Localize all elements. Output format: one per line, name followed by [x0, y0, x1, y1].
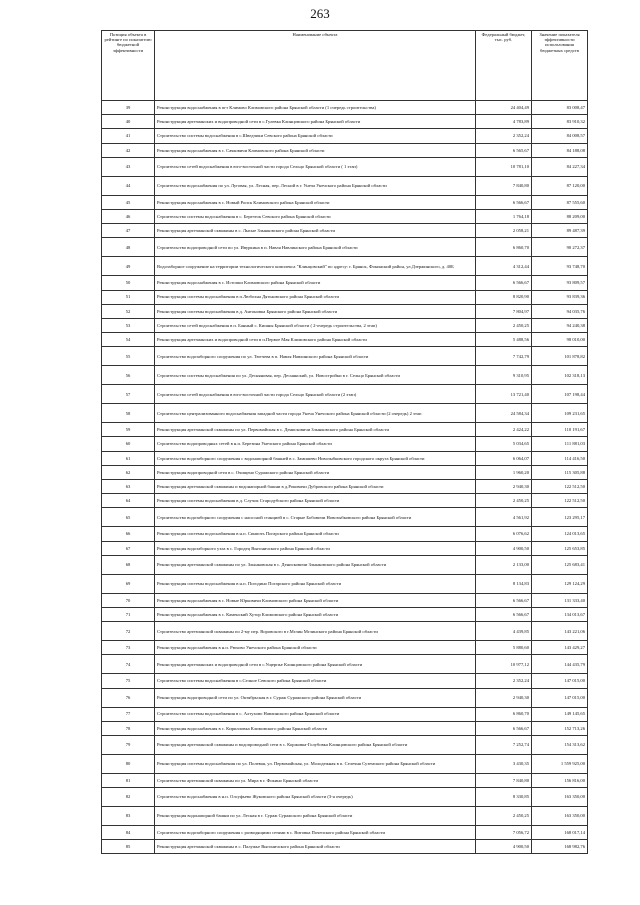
row-federal-budget: 2 450,25: [476, 494, 532, 508]
row-rank: 56: [102, 366, 155, 385]
table-row: [102, 494, 588, 508]
row-efficiency: 102 318,13: [532, 366, 588, 385]
row-object-name: Строительство артезианской скважины по 2-му пер. Воровского в г.Мглин Мглинского района Брянской области: [155, 622, 476, 641]
row-rank: 50: [102, 276, 155, 290]
table-row: [102, 176, 588, 195]
row-federal-budget: 5 034,65: [476, 437, 532, 451]
table-row: [102, 655, 588, 674]
row-federal-budget: 4 900,50: [476, 541, 532, 555]
row-rank: 72: [102, 622, 155, 641]
row-federal-budget: 7 056,72: [476, 826, 532, 840]
row-rank: 55: [102, 347, 155, 366]
row-efficiency: 94 240,38: [532, 318, 588, 332]
row-efficiency: 154 313,62: [532, 735, 588, 754]
table-row: [102, 385, 588, 404]
table-row: [102, 688, 588, 707]
row-object-name: Реконструкция артезианской скважины в с. Лысые Злынковского района Брянской области: [155, 224, 476, 238]
row-efficiency: 83 008,47: [532, 101, 588, 115]
row-object-name: Строительство системы водоснабжения по ул. Десняновая, пер. Деснянский, ул. Новостройки в г. Сельцо Брянской области: [155, 366, 476, 385]
row-efficiency: 101 878,82: [532, 347, 588, 366]
row-federal-budget: 4 312,44: [476, 257, 532, 276]
row-object-name: Реконструкция артезианской скважины и водонапорной башни в д.Роковичи Дубровского района Брянской области: [155, 480, 476, 494]
row-federal-budget: 3 430,35: [476, 754, 532, 773]
table-row: [102, 721, 588, 735]
table-row: [102, 555, 588, 574]
row-federal-budget: 24 404,49: [476, 101, 532, 115]
header-object-name: Наименование объекта: [155, 31, 476, 101]
row-object-name: Строительство водозаборного сооружения с водонапорной башней в с. Замишево Новозыбковского городского округа Брянской области: [155, 451, 476, 465]
row-rank: 66: [102, 527, 155, 541]
row-object-name: Реконструкция водоснабжения в с. Каменский Хутор Климовского района Брянской области: [155, 607, 476, 621]
table-row: [102, 157, 588, 176]
row-efficiency: 131 333,40: [532, 593, 588, 607]
row-federal-budget: 9 310,95: [476, 366, 532, 385]
row-rank: 84: [102, 826, 155, 840]
table-row: [102, 508, 588, 527]
row-federal-budget: 2 352,24: [476, 129, 532, 143]
row-federal-budget: 13 721,40: [476, 385, 532, 404]
row-object-name: Реконструкция системы водоснабжения по ул. Полевая, ул. Первомайская, ул. Молодежная в п. Селечня Суземского района Брянской области: [155, 754, 476, 773]
row-rank: 54: [102, 333, 155, 347]
table-row: [102, 257, 588, 276]
row-rank: 67: [102, 541, 155, 555]
table-row: [102, 593, 588, 607]
row-rank: 41: [102, 129, 155, 143]
row-rank: 75: [102, 674, 155, 688]
row-object-name: Реконструкция артезианской скважины по ул. Злынковская в с. Денисковичи Злынковского района Брянской области: [155, 555, 476, 574]
row-federal-budget: 6 566,67: [476, 276, 532, 290]
row-rank: 39: [102, 101, 155, 115]
row-object-name: Реконструкция артезианских и водопроводной сети в с.Гулевка Клинцовского района Брянской области: [155, 115, 476, 129]
table-header-row: [102, 31, 588, 101]
row-rank: 45: [102, 195, 155, 209]
table-row: [102, 129, 588, 143]
row-rank: 76: [102, 688, 155, 707]
table-row: [102, 465, 588, 479]
row-object-name: Реконструкция артезианской скважины и водопроводной сети в с. Коржовка-Голубовка Клинцовского района Брянской области: [155, 735, 476, 754]
table-row: [102, 641, 588, 655]
row-federal-budget: 6 860,70: [476, 238, 532, 257]
table-row: [102, 115, 588, 129]
table-row: [102, 840, 588, 854]
table-row: [102, 735, 588, 754]
table-row: [102, 290, 588, 304]
row-object-name: Строительство сетей водоснабжения в юго-восточной части города Сельцо Брянской области ( 1 этап): [155, 157, 476, 176]
row-efficiency: 109 231,65: [532, 404, 588, 423]
table-row: [102, 527, 588, 541]
row-object-name: Строительство водозаборного сооружения с насосной станцией в с. Старые Бобовичи Новозыбковского района Брянской области: [155, 508, 476, 527]
row-efficiency: 107 198,44: [532, 385, 588, 404]
row-efficiency: 156 816,00: [532, 773, 588, 787]
row-rank: 44: [102, 176, 155, 195]
row-federal-budget: 4 900,50: [476, 840, 532, 854]
row-federal-budget: 5 488,56: [476, 333, 532, 347]
table-row: [102, 423, 588, 437]
row-rank: 70: [102, 593, 155, 607]
row-object-name: Реконструкция водопроводной сети в с. Очищено Суражского района Брянской области: [155, 465, 476, 479]
row-object-name: Строительство водопроводных сетей в н.п. Березина Унечского района Брянской области: [155, 437, 476, 451]
table-row: [102, 224, 588, 238]
table-row: [102, 826, 588, 840]
table-row: [102, 143, 588, 157]
row-efficiency: 88 209,00: [532, 209, 588, 223]
row-federal-budget: 2 450,25: [476, 318, 532, 332]
table-row: [102, 304, 588, 318]
row-federal-budget: 4 783,89: [476, 115, 532, 129]
row-efficiency: 144 435,79: [532, 655, 588, 674]
row-federal-budget: 6 566,67: [476, 593, 532, 607]
row-object-name: Строительство сетей водоснабжения в п. Банный с. Кишны Брянской области ( 2-очередь строительства, 2 этап): [155, 318, 476, 332]
row-federal-budget: 6 860,70: [476, 707, 532, 721]
row-federal-budget: 6 064,07: [476, 451, 532, 465]
row-federal-budget: 24 584,34: [476, 404, 532, 423]
row-efficiency: 93 748,70: [532, 257, 588, 276]
row-rank: 60: [102, 437, 155, 451]
row-object-name: Реконструкция водопроводной сети по ул. Октябрьская в г. Сураж Суражского района Брянской области: [155, 688, 476, 707]
header-efficiency: Значение показателя эффективности использования бюджетных средств: [532, 31, 588, 101]
row-object-name: Реконструкция системы водоснабжения в д. Случок Стародубского района Брянской области: [155, 494, 476, 508]
row-object-name: Реконструкция системы водоснабжения в н.п. Синпоть Погарского района Брянской области: [155, 527, 476, 541]
table-row: [102, 674, 588, 688]
row-object-name: Реконструкция артезианских и водопроводной сети в с.Ущерпье Клинцовского района Брянской области: [155, 655, 476, 674]
row-efficiency: 163 350,00: [532, 807, 588, 826]
row-efficiency: 93 839,36: [532, 290, 588, 304]
page-number: 263: [310, 6, 330, 21]
table-row: [102, 754, 588, 773]
row-object-name: Строительство артезианской скважины по ул. Мира в г. Фокино Брянской области: [155, 773, 476, 787]
table-row: [102, 318, 588, 332]
row-object-name: Реконструкция артезианской скважины по ул. Первомайская в с. Денисковичи Злынковского района Брянской области: [155, 423, 476, 437]
header-rank: Позиция объекта в рейтинге по показателю бюджетной эффективности: [102, 31, 155, 101]
table-row: [102, 437, 588, 451]
row-object-name: Строительство системы водоснабжения в с. Березток Севского района Брянской области: [155, 209, 476, 223]
row-rank: 71: [102, 607, 155, 621]
row-object-name: Строительство водопроводной сети по ул. Ивуркина в п. Навля Навлинского района Брянской области: [155, 238, 476, 257]
row-federal-budget: 7 742,79: [476, 347, 532, 366]
row-federal-budget: 4 439,85: [476, 622, 532, 641]
row-federal-budget: 7 252,74: [476, 735, 532, 754]
row-efficiency: 84 227,34: [532, 157, 588, 176]
row-federal-budget: 10 781,10: [476, 157, 532, 176]
table-row: [102, 404, 588, 423]
row-federal-budget: 6 566,67: [476, 195, 532, 209]
row-federal-budget: 8 134,83: [476, 574, 532, 593]
row-rank: 64: [102, 494, 155, 508]
row-efficiency: 168 982,76: [532, 840, 588, 854]
row-efficiency: 147 015,00: [532, 674, 588, 688]
table-row: [102, 807, 588, 826]
row-efficiency: 111 881,03: [532, 437, 588, 451]
row-efficiency: 87 555,60: [532, 195, 588, 209]
row-rank: 49: [102, 257, 155, 276]
row-federal-budget: 6 076,62: [476, 527, 532, 541]
row-federal-budget: 1 960,20: [476, 465, 532, 479]
row-rank: 69: [102, 574, 155, 593]
row-object-name: Строительство централизованного водоснабжения западной части города Унеча Унечского района Брянской области (2 очередь) 2 этап: [155, 404, 476, 423]
row-object-name: Строительство системы водоснабжения в с.Селное Севского района Брянской области: [155, 674, 476, 688]
row-rank: 58: [102, 404, 155, 423]
row-object-name: Реконструкция водоснабжения в н.п. Рюхово Унечского района Брянской области: [155, 641, 476, 655]
row-object-name: Реконструкция водоснабжения в с. Новый Ропск Климовского района Брянской области: [155, 195, 476, 209]
row-efficiency: 143 429,27: [532, 641, 588, 655]
row-rank: 57: [102, 385, 155, 404]
row-object-name: Реконструкция системы водоснабжения в д. Антоновка Брянского района Брянской области: [155, 304, 476, 318]
row-rank: 82: [102, 788, 155, 807]
table-body: [102, 101, 588, 854]
row-object-name: Реконструкция водоснабжения в с. Новые Юрковичи Климовского района Брянской области: [155, 593, 476, 607]
row-rank: 52: [102, 304, 155, 318]
row-federal-budget: 5 880,60: [476, 641, 532, 655]
row-rank: 79: [102, 735, 155, 754]
row-rank: 68: [102, 555, 155, 574]
table-row: [102, 788, 588, 807]
row-efficiency: 134 013,67: [532, 607, 588, 621]
row-object-name: Реконструкция водоснабжения в с. Истопки Климовского района Брянской области: [155, 276, 476, 290]
row-efficiency: 1 559 925,00: [532, 754, 588, 773]
row-federal-budget: 2 940,30: [476, 480, 532, 494]
row-federal-budget: 2 058,21: [476, 224, 532, 238]
row-rank: 74: [102, 655, 155, 674]
row-rank: 65: [102, 508, 155, 527]
row-federal-budget: 2 450,25: [476, 807, 532, 826]
row-rank: 42: [102, 143, 155, 157]
row-federal-budget: 8 330,85: [476, 788, 532, 807]
row-efficiency: 94 035,76: [532, 304, 588, 318]
row-efficiency: 152 713,26: [532, 721, 588, 735]
row-object-name: Строительство водоснабжения в н.п. Олсуфьево Жуковского района Брянской области (3-я очередь): [155, 788, 476, 807]
row-object-name: Строительство системы водоснабжения в с.Шведчики Севского района Брянской области: [155, 129, 476, 143]
row-object-name: Реконструкция системы водоснабжения в п.Любохна Дятьковского района Брянской области: [155, 290, 476, 304]
table-row: [102, 451, 588, 465]
row-object-name: Реконструкция водоснабжения в с. Сачковичи Климовского района Брянской области: [155, 143, 476, 157]
row-rank: 47: [102, 224, 155, 238]
row-rank: 77: [102, 707, 155, 721]
row-efficiency: 90 272,37: [532, 238, 588, 257]
row-federal-budget: 2 352,24: [476, 674, 532, 688]
row-object-name: Строительство водозаборного сооружения по ул. Тютчева в п. Навля Навлинского района Брянской области: [155, 347, 476, 366]
table-row: [102, 541, 588, 555]
row-rank: 43: [102, 157, 155, 176]
row-object-name: Реконструкция водонапорной башни по ул. Лесная в г. Сураж Суражского района Брянской области: [155, 807, 476, 826]
row-efficiency: 114 416,50: [532, 451, 588, 465]
row-efficiency: 122 512,50: [532, 480, 588, 494]
objects-table: [101, 30, 588, 854]
row-rank: 51: [102, 290, 155, 304]
table-row: [102, 607, 588, 621]
row-efficiency: 129 124,29: [532, 574, 588, 593]
table-row: [102, 209, 588, 223]
row-rank: 73: [102, 641, 155, 655]
table-row: [102, 101, 588, 115]
row-federal-budget: 10 977,12: [476, 655, 532, 674]
row-federal-budget: 2 424,22: [476, 423, 532, 437]
row-federal-budget: 7 804,97: [476, 304, 532, 318]
table-row: [102, 276, 588, 290]
row-federal-budget: 6 566,67: [476, 607, 532, 621]
row-efficiency: 89 487,39: [532, 224, 588, 238]
table-row: [102, 195, 588, 209]
table-row: [102, 773, 588, 787]
row-rank: 78: [102, 721, 155, 735]
row-efficiency: 147 015,00: [532, 688, 588, 707]
row-efficiency: 110 191,67: [532, 423, 588, 437]
table-row: [102, 574, 588, 593]
row-efficiency: 115 305,88: [532, 465, 588, 479]
row-federal-budget: 6 565,67: [476, 143, 532, 157]
row-efficiency: 124 013,65: [532, 527, 588, 541]
row-efficiency: 125 683,41: [532, 555, 588, 574]
row-efficiency: 83 910,32: [532, 115, 588, 129]
row-object-name: Реконструкция системы водоснабжения в н.п. Погодино Погарского района Брянской области: [155, 574, 476, 593]
row-object-name: Водозаборное сооружение на территории технологического комплекса "Клинцовский" по адресу: г. Брянск, Фокинский район, ул.Дзержинского, д. 40Б: [155, 257, 476, 276]
row-federal-budget: 6 566,67: [476, 721, 532, 735]
row-rank: 81: [102, 773, 155, 787]
row-rank: 85: [102, 840, 155, 854]
row-rank: 53: [102, 318, 155, 332]
row-federal-budget: 7 840,80: [476, 176, 532, 195]
row-object-name: Реконструкция водозаборного узла в с. Городец Выгоничского района Брянской области: [155, 541, 476, 555]
row-rank: 48: [102, 238, 155, 257]
row-efficiency: 84 008,57: [532, 129, 588, 143]
row-federal-budget: 2 133,00: [476, 555, 532, 574]
row-object-name: Строительство сетей водоснабжения в юго-восточной части города Сельцо Брянской области (2 этап): [155, 385, 476, 404]
row-efficiency: 125 653,85: [532, 541, 588, 555]
row-rank: 80: [102, 754, 155, 773]
table-row: [102, 333, 588, 347]
row-efficiency: 98 010,00: [532, 333, 588, 347]
table-row: [102, 238, 588, 257]
row-rank: 40: [102, 115, 155, 129]
row-federal-budget: 2 940,30: [476, 688, 532, 707]
row-rank: 46: [102, 209, 155, 223]
row-federal-budget: 8 820,90: [476, 290, 532, 304]
row-rank: 59: [102, 423, 155, 437]
row-object-name: Реконструкция артезианских и водопроводной сети в п.Первое Мая Климовского района Брянской области: [155, 333, 476, 347]
row-federal-budget: 4 561,92: [476, 508, 532, 527]
row-efficiency: 123 295,17: [532, 508, 588, 527]
row-object-name: Строительство водозаборного сооружения с разводящими сетями в с. Витовка Почепского района Брянской области: [155, 826, 476, 840]
row-rank: 83: [102, 807, 155, 826]
row-object-name: Реконструкция артезианской скважины в с. Палужье Выгоничского района Брянской области: [155, 840, 476, 854]
table-row: [102, 366, 588, 385]
row-object-name: Строительство системы водоснабжения в с. Алтухово Навлинского района Брянской области: [155, 707, 476, 721]
table-row: [102, 480, 588, 494]
row-efficiency: 163 350,00: [532, 788, 588, 807]
row-efficiency: 122 512,50: [532, 494, 588, 508]
row-object-name: Строительство водоснабжения по ул. Луговая, ул. Лесная, пер. Лесной в г. Унеча Унечского района Брянской области: [155, 176, 476, 195]
row-object-name: Реконструкция водоснабжения в с. Кирилловка Климовского района Брянской области: [155, 721, 476, 735]
row-efficiency: 149 145,65: [532, 707, 588, 721]
row-rank: 62: [102, 465, 155, 479]
row-efficiency: 84 188,08: [532, 143, 588, 157]
row-rank: 61: [102, 451, 155, 465]
table-row: [102, 347, 588, 366]
header-federal-budget: Федеральный бюджет, тыс. руб.: [476, 31, 532, 101]
row-efficiency: 143 221,06: [532, 622, 588, 641]
row-federal-budget: 1 764,18: [476, 209, 532, 223]
row-object-name: Реконструкция водоснабжения в пгт Климово Климовского района Брянской области (1 очередь строительства): [155, 101, 476, 115]
table-row: [102, 707, 588, 721]
row-federal-budget: 7 840,80: [476, 773, 532, 787]
row-efficiency: 168 017,14: [532, 826, 588, 840]
row-efficiency: 87 120,00: [532, 176, 588, 195]
row-efficiency: 93 809,57: [532, 276, 588, 290]
row-rank: 63: [102, 480, 155, 494]
table-row: [102, 622, 588, 641]
